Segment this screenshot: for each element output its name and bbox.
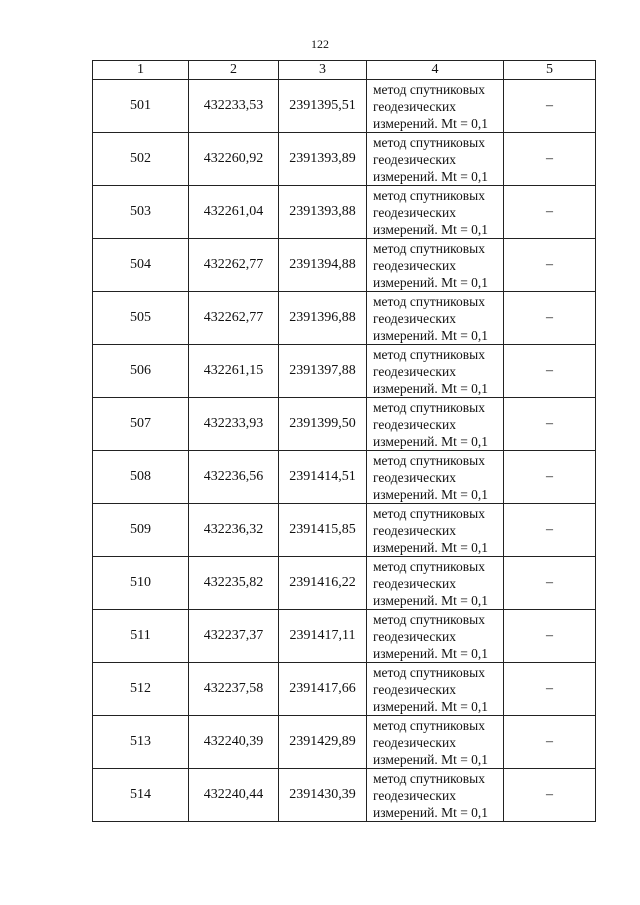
method-line: измерений. Mt = 0,1 bbox=[373, 486, 489, 502]
y-coordinate-cell: 2391417,11 bbox=[279, 610, 367, 663]
method-line: геодезических bbox=[373, 98, 456, 114]
method-line: измерений. Mt = 0,1 bbox=[373, 539, 489, 555]
y-coordinate-cell: 2391417,66 bbox=[279, 663, 367, 716]
coordinates-table bbox=[92, 60, 596, 822]
method-line: измерений. Mt = 0,1 bbox=[373, 592, 489, 608]
y-coordinate-cell: 2391394,88 bbox=[279, 239, 367, 292]
y-coordinate-cell: 2391397,88 bbox=[279, 345, 367, 398]
method-line: метод спутниковых bbox=[373, 293, 485, 309]
method-line: метод спутниковых bbox=[373, 505, 485, 521]
column-5-cell: – bbox=[504, 186, 596, 239]
y-coordinate-cell: 2391416,22 bbox=[279, 557, 367, 610]
x-coordinate-cell: 432240,44 bbox=[189, 769, 279, 822]
y-coordinate-cell: 2391395,51 bbox=[279, 80, 367, 133]
method-line: геодезических bbox=[373, 469, 456, 485]
method-line: геодезических bbox=[373, 363, 456, 379]
method-line: геодезических bbox=[373, 151, 456, 167]
method-line: метод спутниковых bbox=[373, 611, 485, 627]
method-line: измерений. Mt = 0,1 bbox=[373, 221, 489, 237]
point-number-cell: 503 bbox=[93, 186, 189, 239]
column-header: 5 bbox=[504, 61, 596, 80]
x-coordinate-cell: 432261,04 bbox=[189, 186, 279, 239]
method-line: метод спутниковых bbox=[373, 399, 485, 415]
method-line: метод спутниковых bbox=[373, 558, 485, 574]
method-cell bbox=[367, 610, 504, 663]
y-coordinate-cell: 2391429,89 bbox=[279, 716, 367, 769]
y-coordinate-cell: 2391415,85 bbox=[279, 504, 367, 557]
point-number-cell: 512 bbox=[93, 663, 189, 716]
point-number-cell: 501 bbox=[93, 80, 189, 133]
x-coordinate-cell: 432262,77 bbox=[189, 239, 279, 292]
method-line: измерений. Mt = 0,1 bbox=[373, 115, 489, 131]
method-line: измерений. Mt = 0,1 bbox=[373, 698, 489, 714]
method-line: геодезических bbox=[373, 204, 456, 220]
table-row bbox=[93, 451, 596, 504]
method-line: измерений. Mt = 0,1 bbox=[373, 327, 489, 343]
x-coordinate-cell: 432240,39 bbox=[189, 716, 279, 769]
method-line: метод спутниковых bbox=[373, 664, 485, 680]
point-number-cell: 510 bbox=[93, 557, 189, 610]
column-header: 4 bbox=[367, 61, 504, 80]
column-header: 1 bbox=[93, 61, 189, 80]
y-coordinate-cell: 2391393,89 bbox=[279, 133, 367, 186]
method-cell bbox=[367, 557, 504, 610]
y-coordinate-cell: 2391430,39 bbox=[279, 769, 367, 822]
column-5-cell: – bbox=[504, 716, 596, 769]
x-coordinate-cell: 432233,53 bbox=[189, 80, 279, 133]
x-coordinate-cell: 432260,92 bbox=[189, 133, 279, 186]
point-number-cell: 505 bbox=[93, 292, 189, 345]
column-5-cell: – bbox=[504, 504, 596, 557]
table-row bbox=[93, 610, 596, 663]
method-line: метод спутниковых bbox=[373, 770, 485, 786]
method-cell bbox=[367, 292, 504, 345]
y-coordinate-cell: 2391414,51 bbox=[279, 451, 367, 504]
column-header: 3 bbox=[279, 61, 367, 80]
method-line: геодезических bbox=[373, 787, 456, 803]
method-line: измерений. Mt = 0,1 bbox=[373, 168, 489, 184]
table-row bbox=[93, 716, 596, 769]
method-line: метод спутниковых bbox=[373, 346, 485, 362]
point-number-cell: 504 bbox=[93, 239, 189, 292]
method-line: геодезических bbox=[373, 575, 456, 591]
table-row bbox=[93, 239, 596, 292]
x-coordinate-cell: 432233,93 bbox=[189, 398, 279, 451]
method-cell bbox=[367, 345, 504, 398]
method-cell bbox=[367, 769, 504, 822]
page-number: 122 bbox=[311, 37, 329, 51]
method-line: геодезических bbox=[373, 628, 456, 644]
table-row bbox=[93, 557, 596, 610]
method-cell bbox=[367, 716, 504, 769]
method-line: геодезических bbox=[373, 522, 456, 538]
y-coordinate-cell: 2391399,50 bbox=[279, 398, 367, 451]
method-line: измерений. Mt = 0,1 bbox=[373, 274, 489, 290]
method-line: измерений. Mt = 0,1 bbox=[373, 645, 489, 661]
column-5-cell: – bbox=[504, 557, 596, 610]
column-5-cell: – bbox=[504, 769, 596, 822]
point-number-cell: 511 bbox=[93, 610, 189, 663]
x-coordinate-cell: 432237,37 bbox=[189, 610, 279, 663]
method-line: измерений. Mt = 0,1 bbox=[373, 380, 489, 396]
method-line: метод спутниковых bbox=[373, 134, 485, 150]
y-coordinate-cell: 2391396,88 bbox=[279, 292, 367, 345]
table-row bbox=[93, 663, 596, 716]
method-line: метод спутниковых bbox=[373, 240, 485, 256]
column-5-cell: – bbox=[504, 610, 596, 663]
column-5-cell: – bbox=[504, 133, 596, 186]
method-line: измерений. Mt = 0,1 bbox=[373, 804, 489, 820]
method-line: измерений. Mt = 0,1 bbox=[373, 433, 489, 449]
method-cell bbox=[367, 504, 504, 557]
method-line: метод спутниковых bbox=[373, 187, 485, 203]
column-5-cell: – bbox=[504, 663, 596, 716]
column-5-cell: – bbox=[504, 451, 596, 504]
x-coordinate-cell: 432235,82 bbox=[189, 557, 279, 610]
method-cell bbox=[367, 186, 504, 239]
point-number-cell: 506 bbox=[93, 345, 189, 398]
method-cell bbox=[367, 133, 504, 186]
point-number-cell: 513 bbox=[93, 716, 189, 769]
table-row bbox=[93, 133, 596, 186]
column-5-cell: – bbox=[504, 239, 596, 292]
method-line: геодезических bbox=[373, 416, 456, 432]
table-header-row bbox=[93, 61, 596, 80]
column-5-cell: – bbox=[504, 345, 596, 398]
point-number-cell: 509 bbox=[93, 504, 189, 557]
method-line: геодезических bbox=[373, 734, 456, 750]
table-row bbox=[93, 504, 596, 557]
method-line: измерений. Mt = 0,1 bbox=[373, 751, 489, 767]
method-line: геодезических bbox=[373, 310, 456, 326]
point-number-cell: 508 bbox=[93, 451, 189, 504]
table-row bbox=[93, 345, 596, 398]
method-line: метод спутниковых bbox=[373, 452, 485, 468]
method-line: метод спутниковых bbox=[373, 717, 485, 733]
table-row bbox=[93, 80, 596, 133]
table-row bbox=[93, 769, 596, 822]
table-row bbox=[93, 186, 596, 239]
method-cell bbox=[367, 398, 504, 451]
point-number-cell: 507 bbox=[93, 398, 189, 451]
x-coordinate-cell: 432237,58 bbox=[189, 663, 279, 716]
x-coordinate-cell: 432236,32 bbox=[189, 504, 279, 557]
column-5-cell: – bbox=[504, 80, 596, 133]
table-row bbox=[93, 398, 596, 451]
x-coordinate-cell: 432236,56 bbox=[189, 451, 279, 504]
method-line: геодезических bbox=[373, 681, 456, 697]
column-5-cell: – bbox=[504, 292, 596, 345]
point-number-cell: 514 bbox=[93, 769, 189, 822]
x-coordinate-cell: 432262,77 bbox=[189, 292, 279, 345]
y-coordinate-cell: 2391393,88 bbox=[279, 186, 367, 239]
point-number-cell: 502 bbox=[93, 133, 189, 186]
method-cell bbox=[367, 451, 504, 504]
column-5-cell: – bbox=[504, 398, 596, 451]
table-row bbox=[93, 292, 596, 345]
method-cell bbox=[367, 80, 504, 133]
method-line: геодезических bbox=[373, 257, 456, 273]
method-cell bbox=[367, 239, 504, 292]
method-cell bbox=[367, 663, 504, 716]
x-coordinate-cell: 432261,15 bbox=[189, 345, 279, 398]
column-header: 2 bbox=[189, 61, 279, 80]
method-line: метод спутниковых bbox=[373, 81, 485, 97]
